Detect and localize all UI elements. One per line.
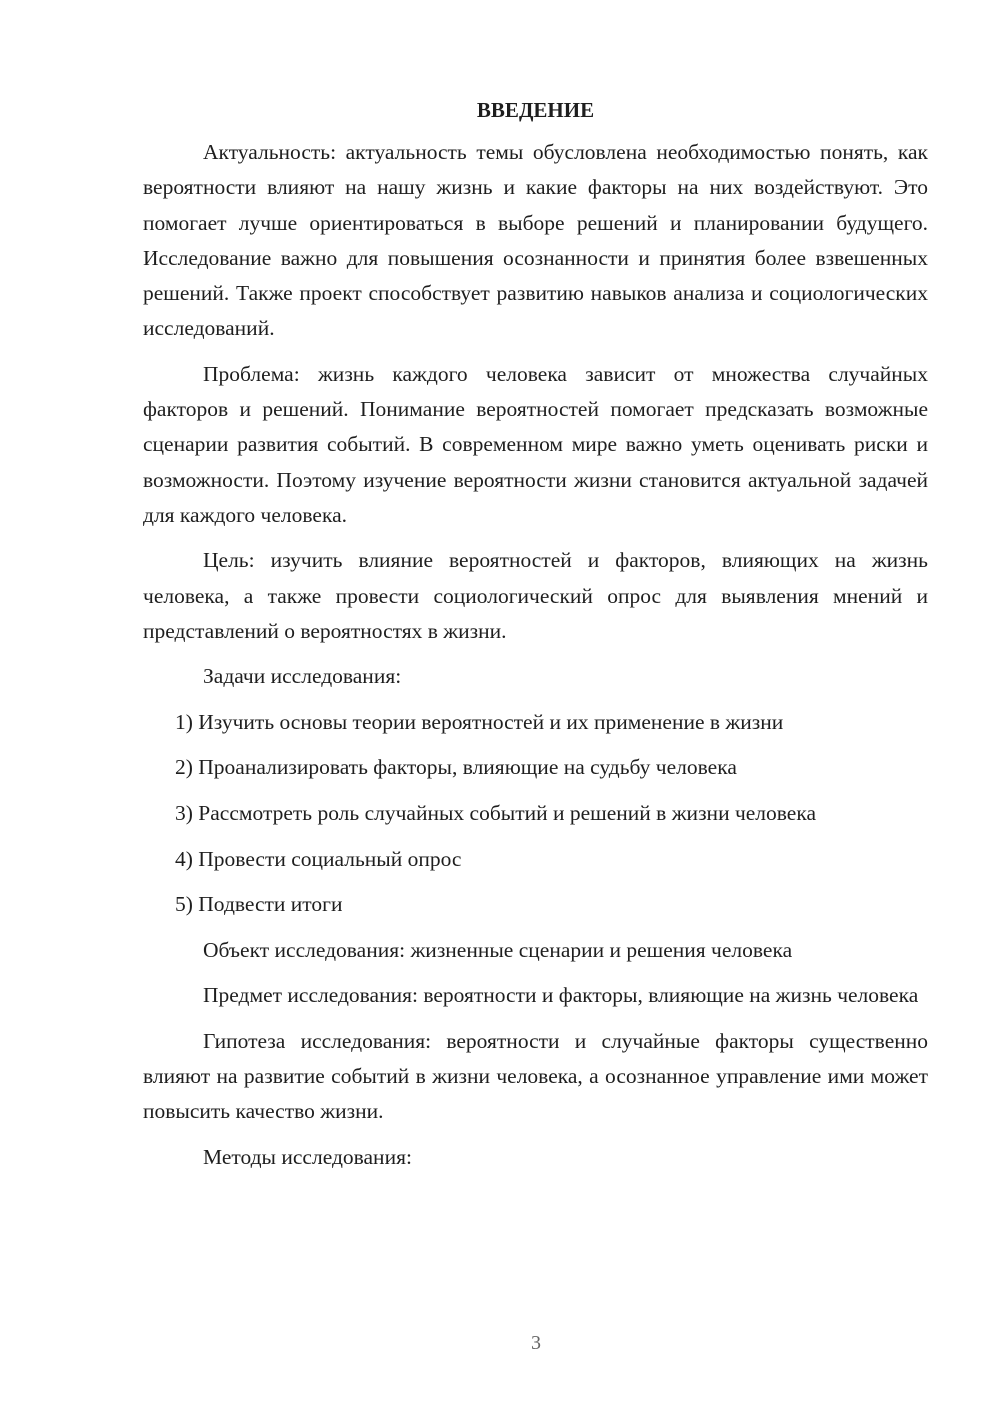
list-item: 5) Подвести итоги	[175, 892, 343, 917]
document-page	[143, 95, 928, 1185]
problem-paragraph: Проблема: жизнь каждого человека зависит от множества случайных факторов и решений. Понимание вероятностей помогает предсказать возможные сценарии развития событий. В современном мире важно уметь оценивать риски и возможности. Поэтому изучение вероятности жизни становится актуальной задачей для каждого человека.	[143, 361, 928, 527]
page-number: 3	[531, 1332, 541, 1354]
hypothesis-paragraph: Гипотеза исследования: вероятности и случайные факторы существенно влияют на развитие событий в жизни человека, а осознанное управление ими может повысить качество жизни.	[143, 1028, 928, 1124]
object-line: Объект исследования: жизненные сценарии и решения человека	[203, 937, 793, 962]
list-item: 2) Проанализировать факторы, влияющие на судьбу человека	[175, 755, 737, 780]
list-item: 3) Рассмотреть роль случайных событий и решений в жизни человека	[175, 800, 817, 825]
subject-paragraph: Предмет исследования: вероятности и факторы, влияющие на жизнь человека	[203, 983, 919, 1008]
list-item: 4) Провести социальный опрос	[175, 846, 462, 871]
methods-heading: Методы исследования:	[203, 1144, 412, 1169]
tasks-list	[143, 705, 928, 923]
relevance-paragraph: Актуальность: актуальность темы обусловлена необходимостью понять, как вероятности влияют на нашу жизнь и какие факторы на них воздействуют. Это помогает лучше ориентироваться в выборе решений и планировании будущего. Исследование важно для повышения осознанности и принятия более взвешенных решений. Также проект способствует развитию навыков анализа и социологических исследований.	[143, 140, 928, 341]
section-title: ВВЕДЕНИЕ	[476, 98, 595, 122]
list-item: 1) Изучить основы теории вероятностей и их применение в жизни	[175, 709, 784, 734]
tasks-heading: Задачи исследования:	[203, 664, 402, 689]
goal-paragraph: Цель: изучить влияние вероятностей и факторов, влияющих на жизнь человека, а также провести социологический опрос для выявления мнений и представлений о вероятностях в жизни.	[143, 548, 928, 643]
